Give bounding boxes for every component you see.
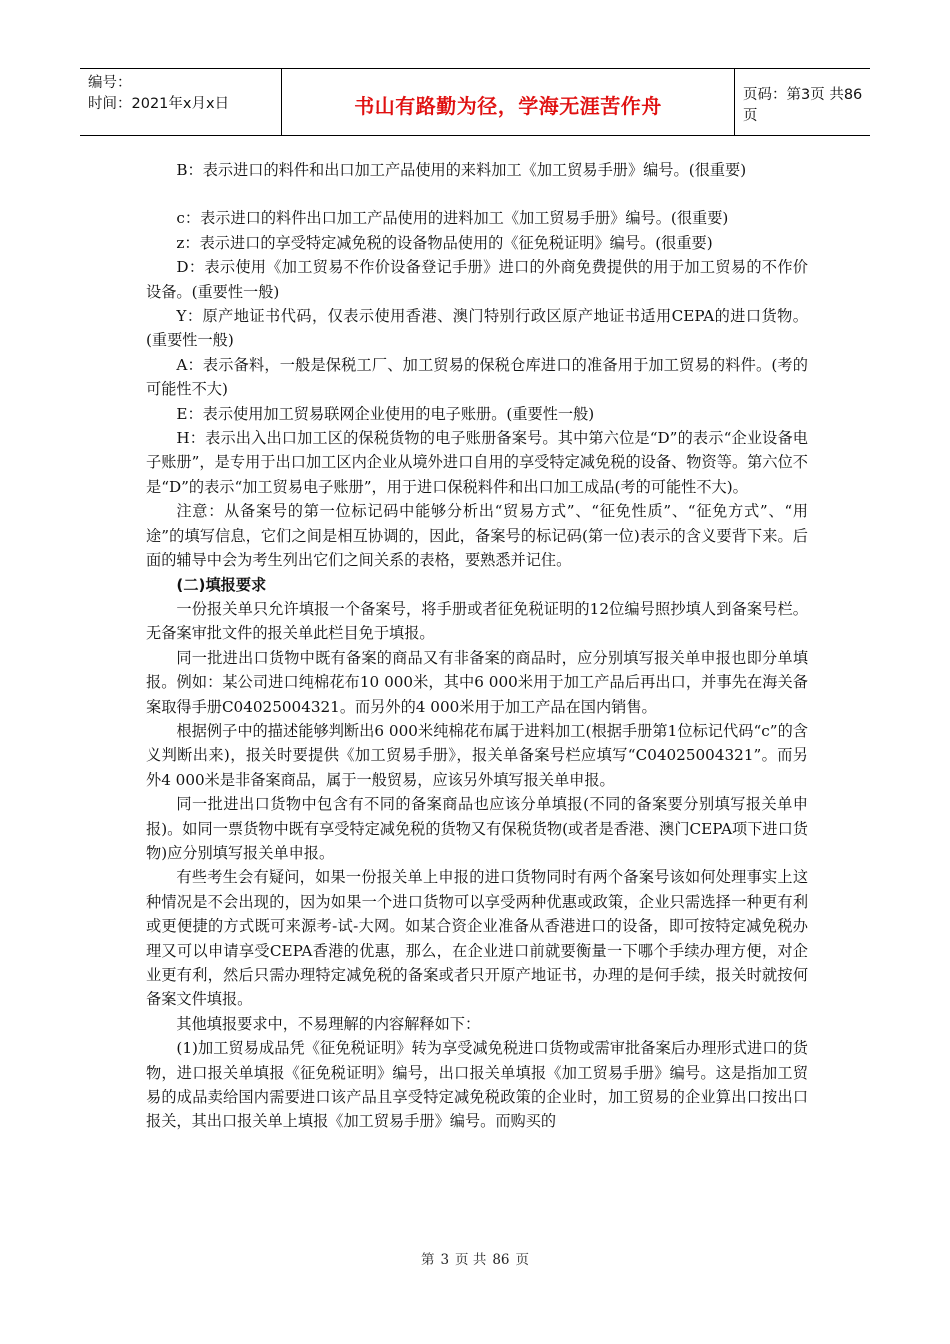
footer-middle: 页 共 bbox=[455, 1252, 487, 1268]
header-motto: 书山有路勤为径，学海无涯苦作舟 bbox=[282, 69, 735, 135]
header-page-info: 页码：第3页 共86页 bbox=[743, 87, 863, 124]
header-meta bbox=[80, 69, 282, 135]
paragraph: H：表示出入出口加工区的保税货物的电子账册备案号。其中第六位是“D”的表示“企业设备电子账册”，是专用于出口加工区内企业从境外进口自用的享受特定减免税的设备、物资等。第六位不是“D”的表示“加工贸易电子账册”，用于进口保税料件和出口加工成品(考的可能性不大)。 bbox=[146, 429, 808, 496]
section-heading: (二)填报要求 bbox=[176, 575, 267, 594]
page-header bbox=[80, 68, 870, 136]
paragraph: 同一批进出口货物中包含有不同的备案商品也应该分单填报(不同的备案要分别填写报关单申报)。如同一票货物中既有享受特定减免税的货物又有保税货物(或者是香港、澳门CEPA项下进口货物)应分别填写报关单申报。 bbox=[146, 795, 808, 862]
paragraph: c：表示进口的料件出口加工产品使用的进料加工《加工贸易手册》编号。(很重要) bbox=[176, 209, 729, 228]
paragraph: E：表示使用加工贸易联网企业使用的电子账册。(重要性一般) bbox=[176, 404, 595, 423]
paragraph: D：表示使用《加工贸易不作价设备登记手册》进口的外商免费提供的用于加工贸易的不作价设备。(重要性一般) bbox=[146, 258, 808, 301]
paragraph: B：表示进口的料件和出口加工产品使用的来料加工《加工贸易手册》编号。(很重要) bbox=[176, 161, 747, 179]
footer-total-pages: 86 bbox=[492, 1252, 510, 1268]
doc-code-label: 编号： bbox=[88, 75, 132, 91]
document-body bbox=[146, 158, 808, 1134]
footer-suffix: 页 bbox=[515, 1252, 530, 1268]
footer-prefix: 第 bbox=[420, 1252, 435, 1268]
paragraph: (1)加工贸易成品凭《征免税证明》转为享受减免税进口货物或需审批备案后办理形式进口的货物，进口报关单填报《征免税证明》编号，出口报关单填报《加工贸易手册》编号。这是指加工贸易的成品卖给国内需要进口该产品且享受特定减免税政策的企业时，加工贸易的企业算出口按出口报关，其出口报关单上填报《加工贸易手册》编号。而购买的 bbox=[146, 1039, 808, 1131]
paragraph: 有些考生会有疑问，如果一份报关单上申报的进口货物同时有两个备案号该如何处理事实上这种情况是不会出现的，因为如果一个进口货物可以享受两种优惠或政策，企业只需选择一种更有利或更便捷的方式既可来源考-试-大网。如某合资企业准备从香港进口的设备，即可按特定减免税办理又可以申请享受CEPA香港的优惠，那么，在企业进口前就要衡量一下哪个手续办理方便，对企业更有利，然后只需办理特定减免税的备案或者只开原产地证书，办理的是何手续，报关时就按何备案文件填报。 bbox=[146, 868, 808, 1009]
paragraph: Y：原产地证书代码，仅表示使用香港、澳门特别行政区原产地证书适用CEPA的进口货物。(重要性一般) bbox=[146, 307, 808, 350]
paragraph: 注意：从备案号的第一位标记码中能够分析出“贸易方式”、“征免性质”、“征免方式”、“用途”的填写信息，它们之间是相互协调的，因此，备案号的标记码(第一位)表示的含义要背下来。后面的辅导中会为考生列出它们之间关系的表格，要熟悉并记住。 bbox=[146, 502, 808, 570]
paragraph: 同一批进出口货物中既有备案的商品又有非备案的商品时，应分别填写报关单申报也即分单填报。例如：某公司进口纯棉花布10 000米，其中6 000米用于加工产品后再出口，并事先在海关备案取得手册C04025004321。而另外的4 000米用于加工产品在国内销售。 bbox=[146, 648, 808, 716]
paragraph: 其他填报要求中，不易理解的内容解释如下： bbox=[176, 1014, 481, 1033]
page-footer bbox=[0, 1248, 950, 1268]
paragraph: 根据例子中的描述能够判断出6 000米纯棉花布属于进料加工(根据手册第1位标记代码“c”的含义判断出来)，报关时要提供《加工贸易手册》，报关单备案号栏应填写“C04025004321”。而另外4 000米是非备案商品，属于一般贸易，应该另外填写报关单申报。 bbox=[146, 721, 808, 789]
paragraph: A：表示备料，一般是保税工厂、加工贸易的保税仓库进口的准备用于加工贸易的料件。(考的可能性不大) bbox=[146, 355, 808, 399]
paragraph: z：表示进口的享受特定减免税的设备物品使用的《征免税证明》编号。(很重要) bbox=[176, 233, 713, 252]
paragraph: 一份报关单只允许填报一个备案号，将手册或者征免税证明的12位编号照抄填人到备案号栏。无备案审批文件的报关单此栏目免于填报。 bbox=[146, 599, 808, 643]
footer-page-number: 3 bbox=[440, 1252, 450, 1268]
doc-date: 时间：2021年x月x日 bbox=[88, 96, 230, 112]
